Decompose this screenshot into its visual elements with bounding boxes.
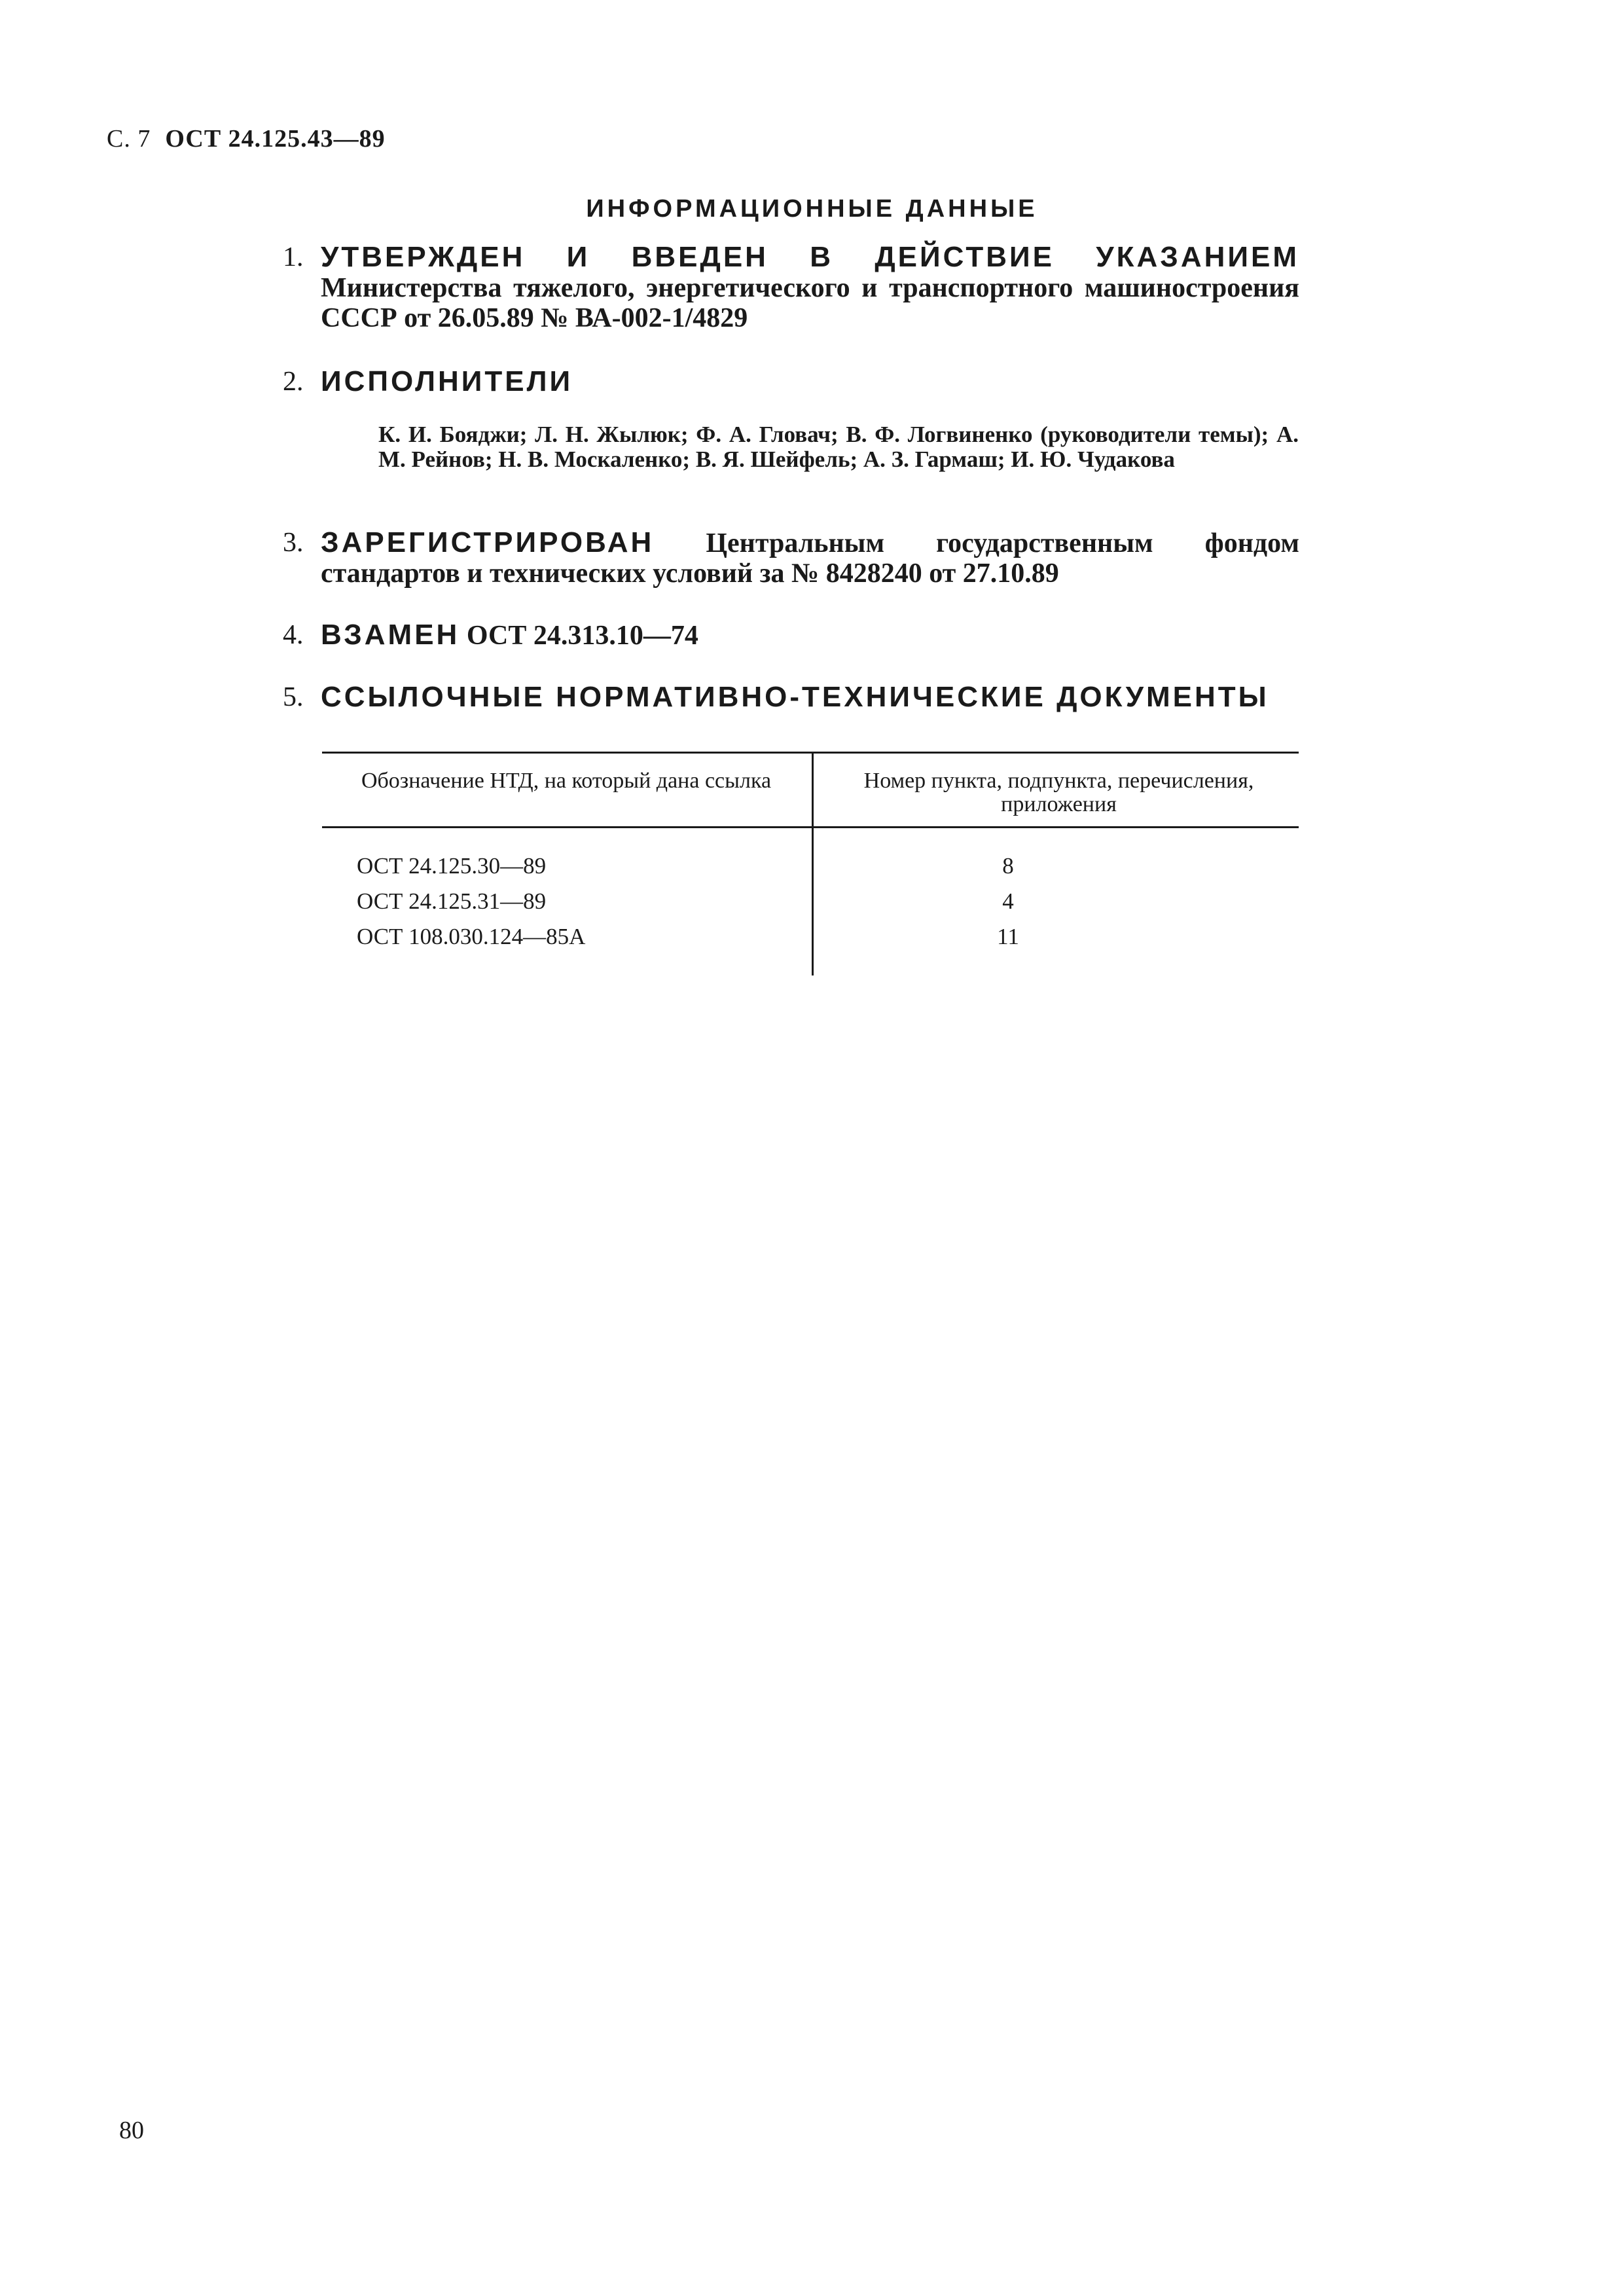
item-lead: ЗАРЕГИСТРИРОВАН bbox=[321, 526, 655, 558]
table-cell-doc: ОСТ 24.125.31—89 bbox=[357, 888, 547, 914]
item-text: ОСТ 24.313.10—74 bbox=[460, 621, 698, 651]
table-header-clause: Номер пункта, подпункта, перечисления, приложения bbox=[863, 769, 1254, 816]
table-header-doc: Обозначение НТД, на который дана ссылка bbox=[361, 769, 772, 793]
table-cell-clause: 4 bbox=[1002, 888, 1014, 914]
table-cell-doc: ОСТ 24.125.30—89 bbox=[357, 853, 547, 879]
page-label: С. 7 bbox=[107, 125, 151, 153]
table-top-rule bbox=[322, 752, 1299, 754]
item-number: 4. bbox=[283, 620, 304, 650]
table-cell-doc: ОСТ 108.030.124—85А bbox=[357, 924, 586, 949]
item-approved bbox=[283, 241, 1299, 333]
page-number: 80 bbox=[119, 2117, 144, 2144]
item-number: 5. bbox=[283, 682, 304, 712]
table-cell-clause: 8 bbox=[1002, 853, 1014, 879]
item-lead: ВЗАМЕН bbox=[321, 619, 460, 651]
item-number: 1. bbox=[283, 242, 304, 272]
table-cell-clause: 11 bbox=[997, 924, 1019, 949]
item-text: Министерства тяжелого, энергетического и транспортного машиностроения СССР от 26.05.89 № ВА-002-1/4829 bbox=[321, 273, 1299, 333]
item-text: Центральным государственным фондом стандартов и технических условий за № 8428240 от 27.10.89 bbox=[321, 528, 1299, 589]
item-lead: ССЫЛОЧНЫЕ НОРМАТИВНО-ТЕХНИЧЕСКИЕ ДОКУМЕНТЫ bbox=[321, 681, 1269, 713]
page-title: ИНФОРМАЦИОННЫЕ ДАННЫЕ bbox=[586, 195, 1038, 223]
item-number: 3. bbox=[283, 528, 304, 558]
item-lead: ИСПОЛНИТЕЛИ bbox=[321, 365, 573, 397]
executors-list: К. И. Бояджи; Л. Н. Жылюк; Ф. А. Гловач; В. Ф. Логвиненко (руководители темы); А. М. Рейнов; Н. В. Москаленко; В. Я. Шейфель; А. З. Гармаш; И. Ю. Чудакова bbox=[378, 422, 1299, 472]
item-executors bbox=[283, 365, 1299, 397]
standard-code: ОСТ 24.125.43—89 bbox=[165, 125, 386, 153]
item-lead: УТВЕРЖДЕН И ВВЕДЕН В ДЕЙСТВИЕ УКАЗАНИЕМ bbox=[321, 241, 1299, 273]
running-header bbox=[107, 124, 386, 153]
table-column-divider bbox=[812, 753, 814, 975]
item-replaces bbox=[283, 619, 1299, 651]
item-registered bbox=[283, 526, 1299, 589]
table-header-rule bbox=[322, 826, 1299, 828]
item-references bbox=[283, 681, 1299, 713]
item-number: 2. bbox=[283, 367, 304, 397]
